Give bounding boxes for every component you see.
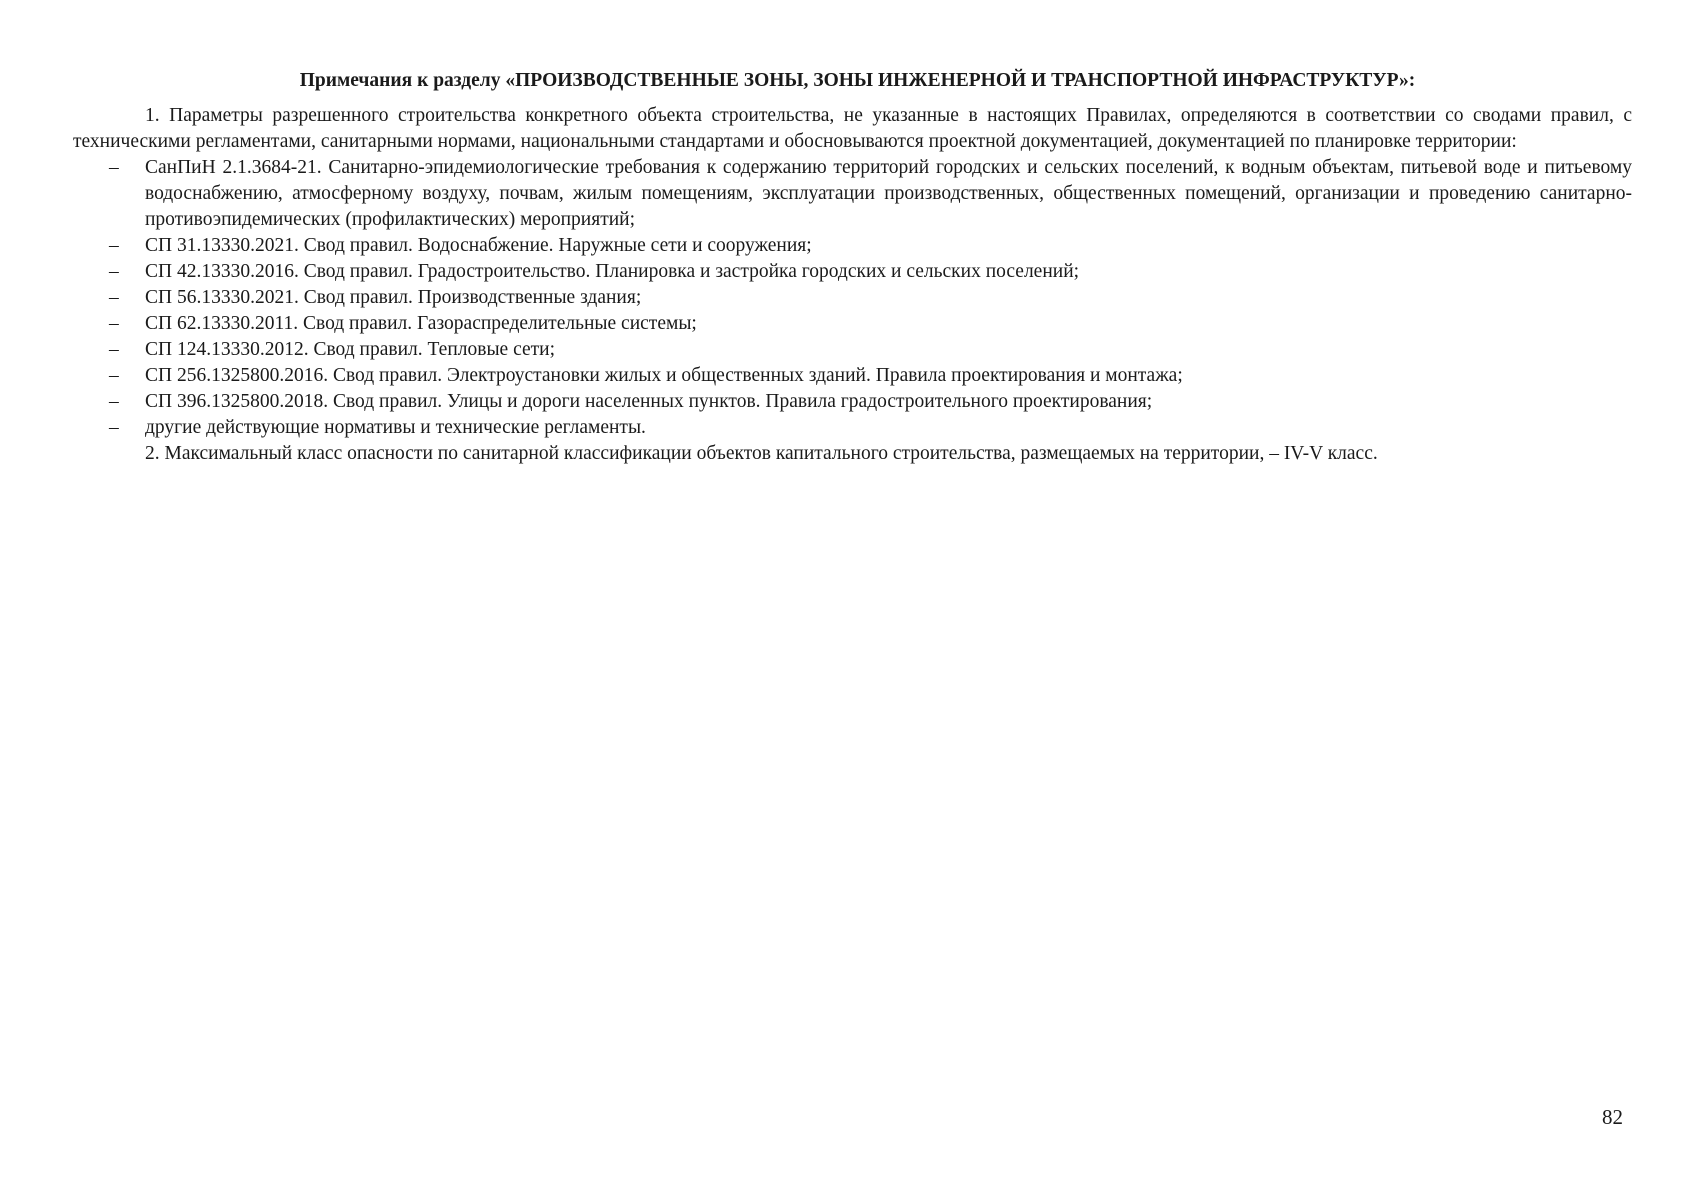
list-item-text: СанПиН 2.1.3684-21. Санитарно-эпидемиологические требования к содержанию территорий городских и сельских поселений, к водным объектам, питьевой воде и питьевому водоснабжению, атмосферному воздуху, почвам, жилым помещениям, эксплуатации производственных, общественных помещений, организации и проведению санитарно-противоэпидемических (профилактических) мероприятий; bbox=[145, 157, 1632, 230]
list-item-text: СП 42.13330.2016. Свод правил. Градостроительство. Планировка и застройка городских и сельских поселений; bbox=[145, 261, 1080, 282]
list-item-text: СП 56.13330.2021. Свод правил. Производственные здания; bbox=[145, 287, 642, 308]
list-item bbox=[73, 363, 1632, 389]
section-heading: Примечания к разделу «ПРОИЗВОДСТВЕННЫЕ ЗОНЫ, ЗОНЫ ИНЖЕНЕРНОЙ И ТРАНСПОРТНОЙ ИНФРАСТРУКТУР»: bbox=[299, 70, 1416, 91]
list-item bbox=[73, 285, 1632, 311]
bullet-dash: – bbox=[109, 313, 119, 334]
list-item-text: другие действующие нормативы и технические регламенты. bbox=[145, 417, 646, 438]
bullet-dash: – bbox=[109, 391, 119, 412]
page-number: 82 bbox=[1602, 1105, 1623, 1129]
note-2: 2. Максимальный класс опасности по санитарной классификации объектов капитального строительства, размещаемых на территории, – IV-V класс. bbox=[145, 443, 1378, 464]
bullet-dash: – bbox=[109, 365, 119, 386]
bullet-dash: – bbox=[109, 235, 119, 256]
list-item-text: СП 124.13330.2012. Свод правил. Тепловые сети; bbox=[145, 339, 555, 360]
list-item bbox=[73, 233, 1632, 259]
document-page bbox=[73, 68, 1632, 467]
note-1: 1. Параметры разрешенного строительства конкретного объекта строительства, не указанные в настоящих Правилах, определяются в соответствии со сводами правил, с техническими регламентами, санитарными нормами, национальными стандартами и обосновываются проектной документацией, документацией по планировке территории: bbox=[73, 105, 1632, 152]
bullet-dash: – bbox=[109, 287, 119, 308]
list-item-text: СП 62.13330.2011. Свод правил. Газораспределительные системы; bbox=[145, 313, 697, 334]
list-item bbox=[73, 389, 1632, 415]
bullet-dash: – bbox=[109, 157, 119, 178]
bullet-dash: – bbox=[109, 261, 119, 282]
bullet-dash: – bbox=[109, 417, 119, 438]
list-item-text: СП 31.13330.2021. Свод правил. Водоснабжение. Наружные сети и сооружения; bbox=[145, 235, 812, 256]
list-item bbox=[73, 337, 1632, 363]
list-item bbox=[73, 311, 1632, 337]
list-item bbox=[73, 415, 1632, 441]
regulations-list bbox=[73, 155, 1632, 441]
list-item bbox=[73, 259, 1632, 285]
list-item-text: СП 256.1325800.2016. Свод правил. Электроустановки жилых и общественных зданий. Правила проектирования и монтажа; bbox=[145, 365, 1183, 386]
list-item-text: СП 396.1325800.2018. Свод правил. Улицы и дороги населенных пунктов. Правила градостроительного проектирования; bbox=[145, 391, 1153, 412]
list-item bbox=[73, 155, 1632, 233]
bullet-dash: – bbox=[109, 339, 119, 360]
